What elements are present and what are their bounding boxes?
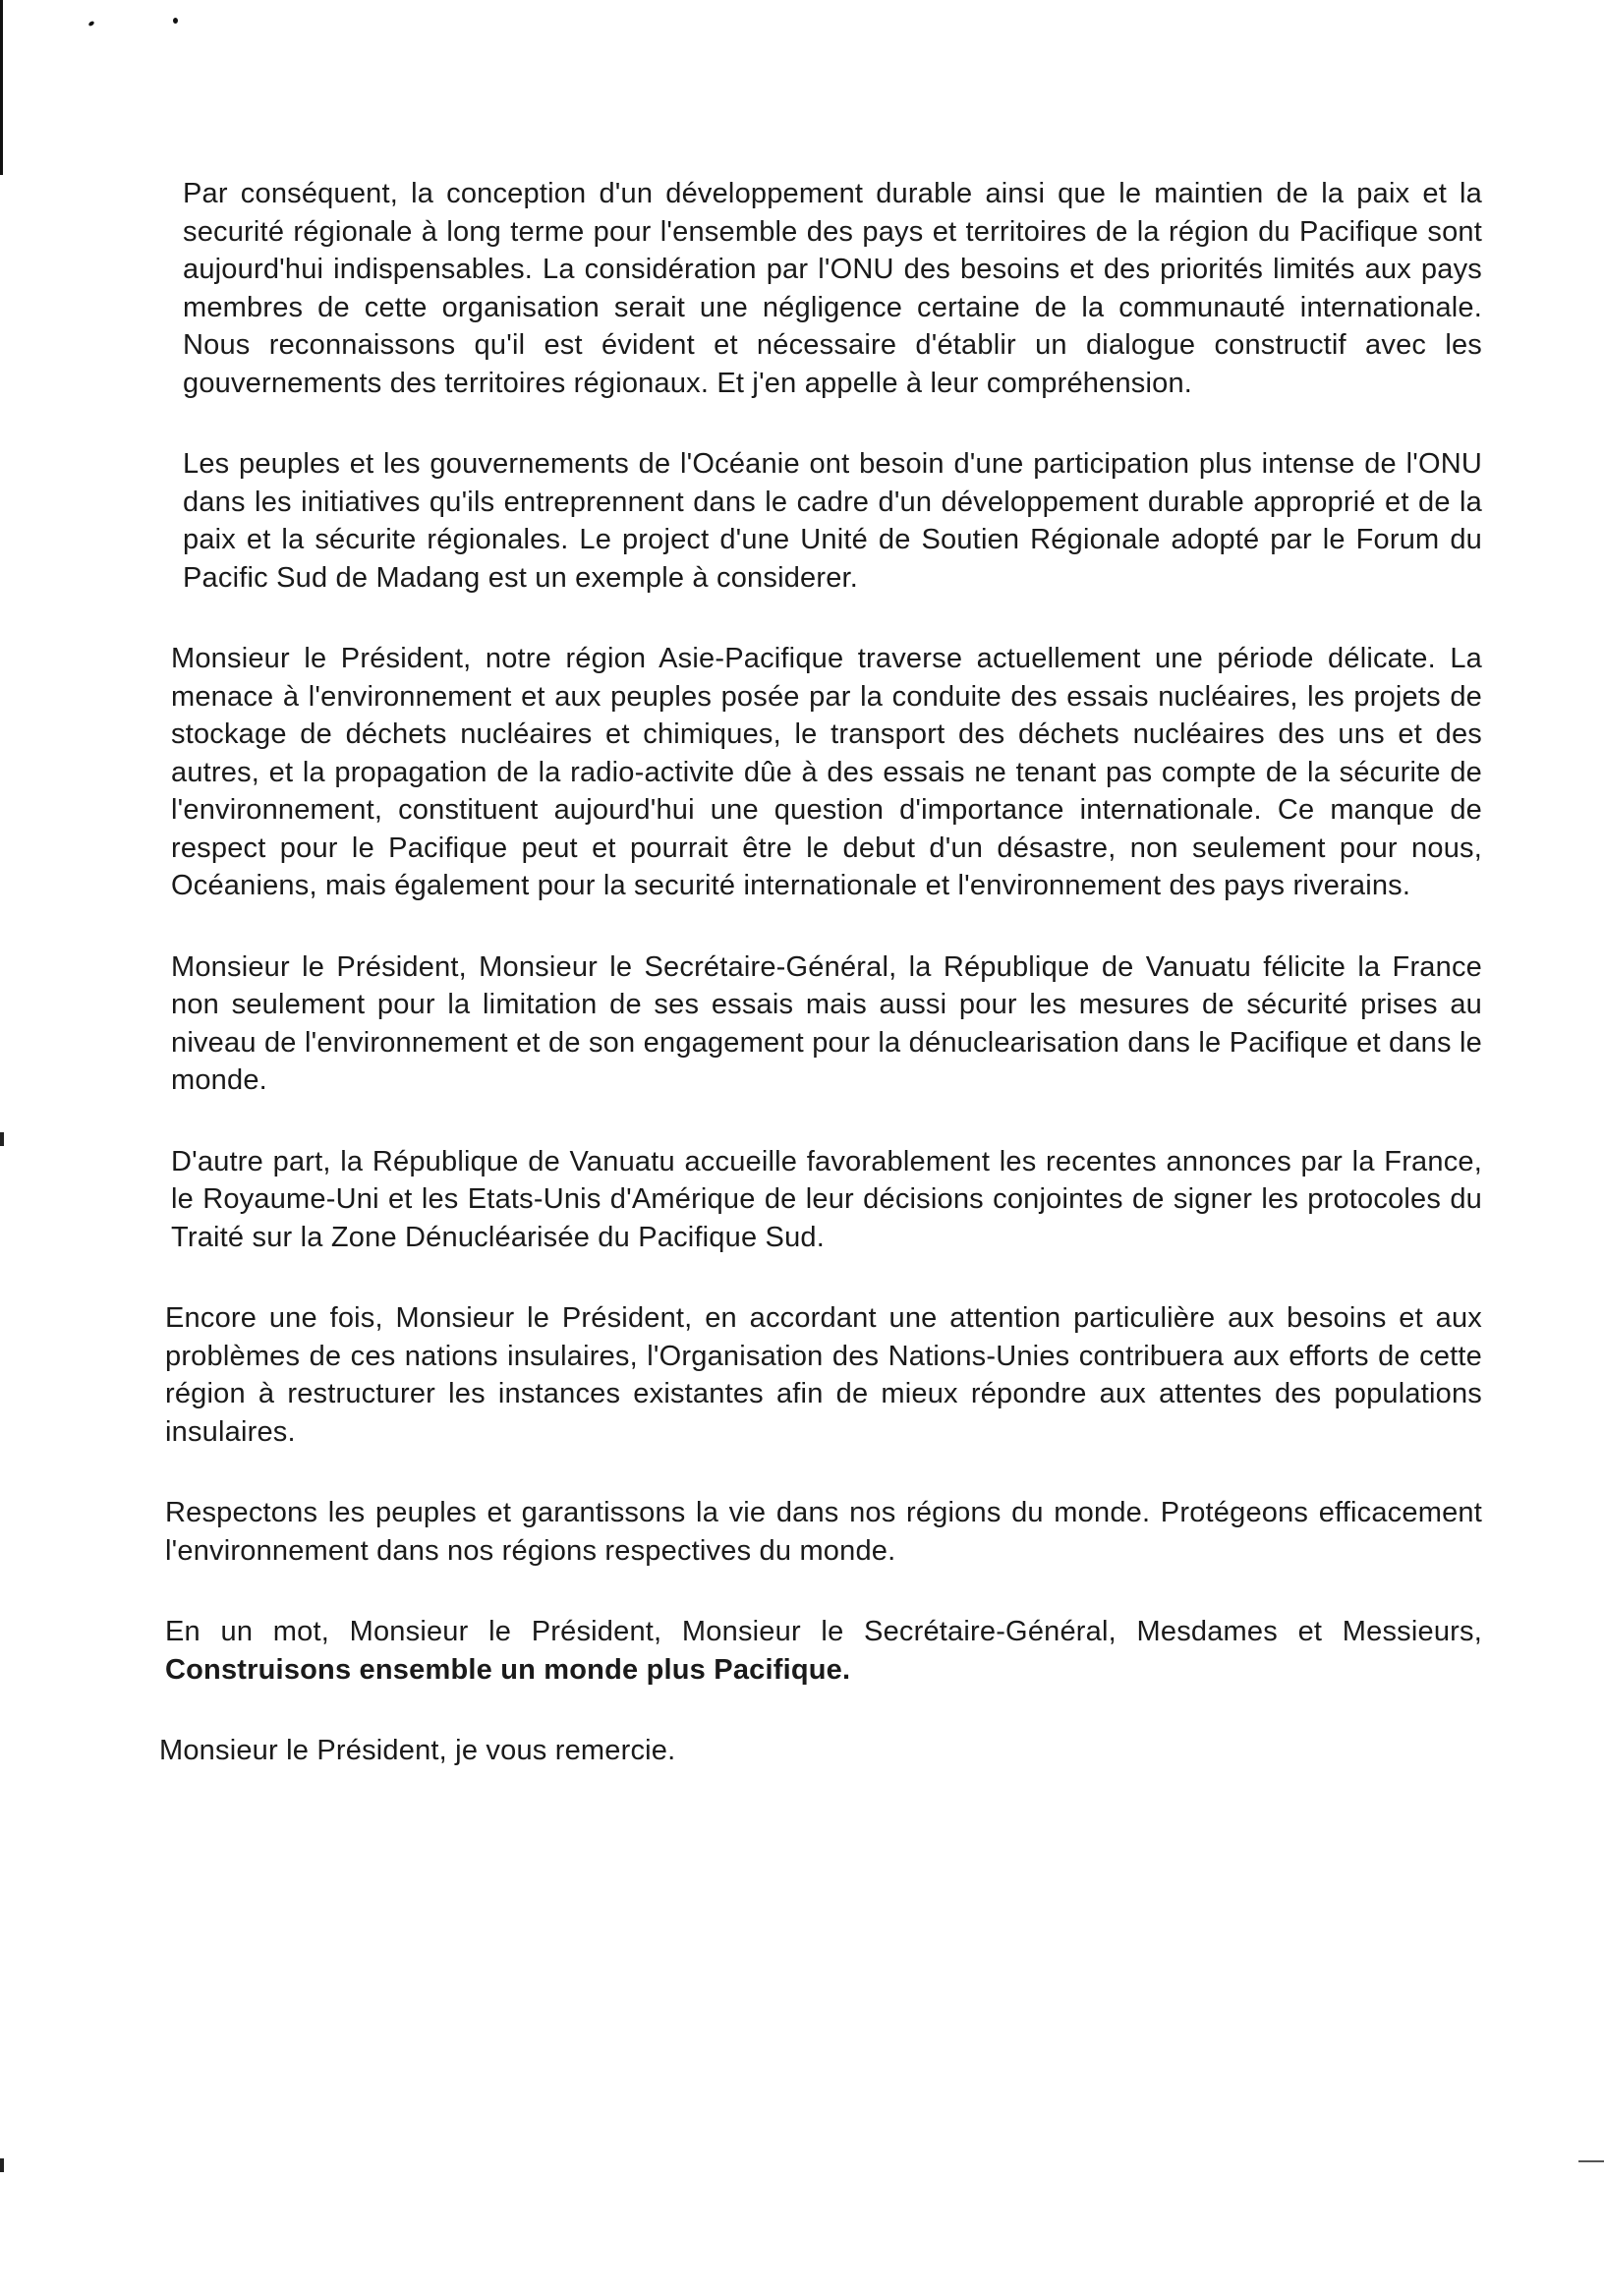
paragraph-2: Les peuples et les gouvernements de l'Océanie ont besoin d'une participation plus intense de l'ONU dans les initiatives qu'ils entreprennent dans le cadre d'un développement durable approprié et de la paix et la sécurite régionales. Le project d'une Unité de Soutien Régionale adopté par le Forum du Pacific Sud de Madang est un exemple à considerer.: [183, 448, 1482, 594]
scan-edge-tick: [0, 2158, 4, 2172]
scan-speck: [87, 21, 94, 28]
paragraph-3: Monsieur le Président, notre région Asie-Pacifique traverse actuellement une période délicate. La menace à l'environnement et aux peuples posée par la conduite des essais nucléaires, les projets de stockage de déchets nucléaires et chimiques, le transport des déchets nucléaires des uns et des autres, et la propagation de la radio-activite dûe à des essais ne tenant pas compte de la sécurite de l'environnement, constituent aujourd'hui une question d'importance internationale. Ce manque de respect pour le Pacifique peut et pourrait être le debut d'un désastre, non seulement pour nous, Océaniens, mais également pour la securité internationale et l'environnement des pays riverains.: [171, 643, 1482, 901]
paragraph-7: Respectons les peuples et garantissons la vie dans nos régions du monde. Protégeons efficacement l'environnement dans nos régions respectives du monde.: [165, 1497, 1482, 1567]
scan-edge-mark: [0, 0, 3, 175]
paragraph-1: Par conséquent, la conception d'un développement durable ainsi que le maintien de la paix et la securité régionale à long terme pour l'ensemble des pays et territoires de la région du Pacifique sont aujourd'hui indispensables. La considération par l'ONU des besoins et des priorités limités aux pays membres de cette organisation serait une négligence certaine de la communauté internationale. Nous reconnaissons qu'il est évident et nécessaire d'établir un dialogue constructif avec les gouvernements des territoires régionaux. Et j'en appelle à leur compréhension.: [183, 178, 1482, 399]
paragraph-5: D'autre part, la République de Vanuatu accueille favorablement les recentes annonces par la France, le Royaume-Uni et les Etats-Unis d'Amérique de leur décisions conjointes de signer les protocoles du Traité sur la Zone Dénucléarisée du Pacifique Sud.: [171, 1145, 1482, 1253]
closing-line: Monsieur le Président, je vous remercie.: [159, 1735, 676, 1766]
paragraph-8-intro: En un mot, Monsieur le Président, Monsieur le Secrétaire-Général, Mesdames et Messieurs,: [165, 1616, 1482, 1647]
paragraph-4: Monsieur le Président, Monsieur le Secrétaire-Général, la République de Vanuatu félicite la France non seulement pour la limitation de ses essais mais aussi pour les mesures de sécurité prises au niveau de l'environnement et de son engagement pour la dénuclearisation dans le Pacifique et dans le monde.: [171, 950, 1482, 1096]
document-body: [159, 175, 1482, 1813]
paragraph-8-emphasis: Construisons ensemble un monde plus Pacifique.: [165, 1653, 851, 1686]
paragraph-6: Encore une fois, Monsieur le Président, en accordant une attention particulière aux besoins et aux problèmes de ces nations insulaires, l'Organisation des Nations-Unies contribuera aux efforts de cette région à restructurer les instances existantes afin de mieux répondre aux attentes des populations insulaires.: [165, 1302, 1482, 1448]
paragraph-8: [165, 1613, 1482, 1689]
scan-edge-tick: [0, 1132, 4, 1146]
scan-edge-dash: [1578, 2160, 1604, 2162]
scan-speck: [173, 18, 178, 24]
